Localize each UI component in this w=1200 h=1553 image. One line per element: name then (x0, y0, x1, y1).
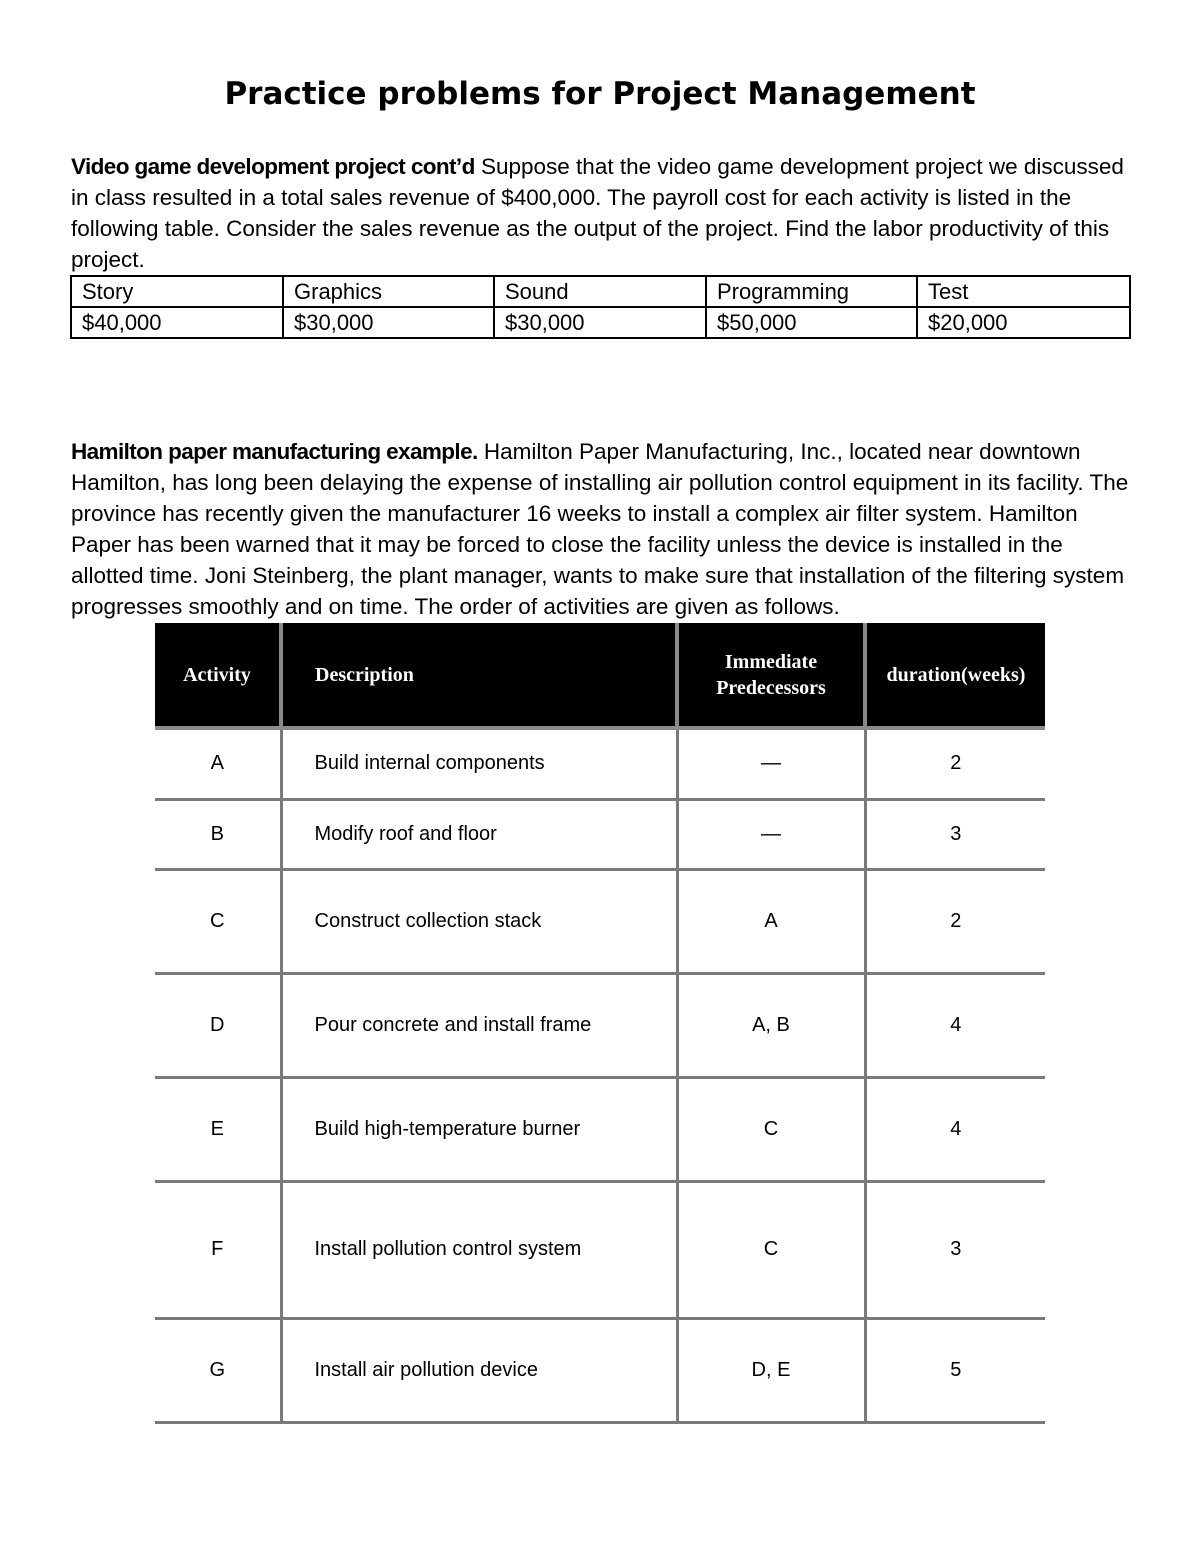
table-row (155, 1077, 1045, 1181)
activities-header-row (155, 623, 1045, 728)
problem2-heading: Hamilton paper manufacturing example. (71, 439, 478, 464)
predecessors-cell: — (677, 728, 865, 799)
duration-cell: 2 (865, 869, 1045, 973)
table-row (155, 799, 1045, 869)
table-row (155, 973, 1045, 1077)
activity-cell: B (155, 799, 281, 869)
payroll-header-cell: Story (71, 276, 283, 307)
duration-cell: 3 (865, 799, 1045, 869)
table-row (155, 869, 1045, 973)
predecessors-header-line2: Predecessors (716, 676, 826, 699)
predecessors-header-line1: Immediate (724, 650, 818, 673)
problem1-body: Suppose that the video game development project we discussed in class resulted in a total sales revenue of $400,000. The payroll cost for each activity is listed in the following table. Consider the sales revenue as the output of the project. Find the labor productivity of this project. (71, 154, 1124, 272)
duration-cell: 4 (865, 973, 1045, 1077)
payroll-value-row (71, 307, 1130, 338)
description-cell: Modify roof and floor (281, 799, 677, 869)
predecessors-cell: A (677, 869, 865, 973)
duration-cell: 4 (865, 1077, 1045, 1181)
duration-column-header: duration(weeks) (865, 623, 1045, 728)
table-row (155, 1181, 1045, 1318)
predecessors-cell: C (677, 1077, 865, 1181)
payroll-header-row (71, 276, 1130, 307)
activity-cell: A (155, 728, 281, 799)
predecessors-cell: D, E (677, 1318, 865, 1422)
table-row (155, 1318, 1045, 1422)
activity-cell: E (155, 1077, 281, 1181)
description-cell: Build high-temperature burner (281, 1077, 677, 1181)
description-cell: Install air pollution device (281, 1318, 677, 1422)
problem2-paragraph (71, 436, 1133, 622)
table-row (155, 728, 1045, 799)
predecessors-cell: — (677, 799, 865, 869)
description-column-header: Description (281, 623, 677, 728)
predecessors-cell: C (677, 1181, 865, 1318)
payroll-header-cell: Sound (494, 276, 706, 307)
activities-table (155, 623, 1045, 1424)
duration-cell: 5 (865, 1318, 1045, 1422)
activity-cell: D (155, 973, 281, 1077)
problem1-paragraph (71, 151, 1133, 275)
payroll-value-cell: $40,000 (71, 307, 283, 338)
predecessors-cell: A, B (677, 973, 865, 1077)
payroll-header-cell: Test (917, 276, 1130, 307)
duration-cell: 3 (865, 1181, 1045, 1318)
payroll-header-cell: Programming (706, 276, 917, 307)
payroll-value-cell: $50,000 (706, 307, 917, 338)
description-cell: Pour concrete and install frame (281, 973, 677, 1077)
activity-cell: C (155, 869, 281, 973)
payroll-value-cell: $30,000 (494, 307, 706, 338)
predecessors-column-header (677, 623, 865, 728)
payroll-value-cell: $30,000 (283, 307, 494, 338)
payroll-header-cell: Graphics (283, 276, 494, 307)
activity-column-header: Activity (155, 623, 281, 728)
description-cell: Construct collection stack (281, 869, 677, 973)
activity-cell: F (155, 1181, 281, 1318)
payroll-value-cell: $20,000 (917, 307, 1130, 338)
description-cell: Install pollution control system (281, 1181, 677, 1318)
problem2-body: Hamilton Paper Manufacturing, Inc., located near downtown Hamilton, has long been delaying the expense of installing air pollution control equipment in its facility. The province has recently given the manufacturer 16 weeks to install a complex air filter system. Hamilton Paper has been warned that it may be forced to close the facility unless the device is installed in the allotted time. Joni Steinberg, the plant manager, wants to make sure that installation of the filtering system progresses smoothly and on time. The order of activities are given as follows. (71, 439, 1129, 619)
page-title: Practice problems for Project Management (224, 76, 976, 112)
activity-cell: G (155, 1318, 281, 1422)
problem1-heading: Video game development project cont’d (71, 154, 475, 179)
description-cell: Build internal components (281, 728, 677, 799)
duration-cell: 2 (865, 728, 1045, 799)
payroll-table (70, 275, 1131, 339)
